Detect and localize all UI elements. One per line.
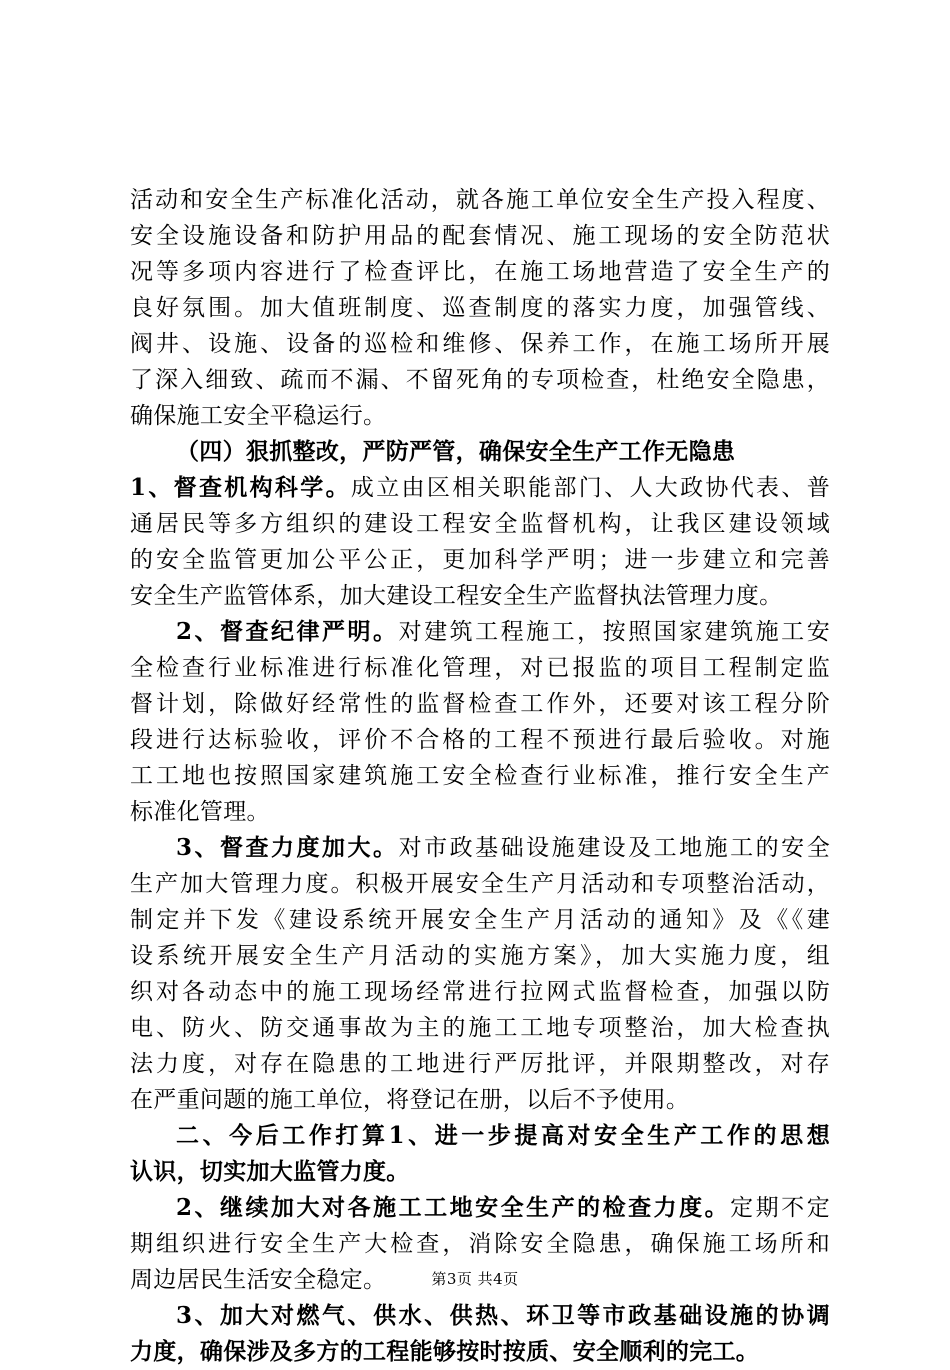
paragraph-line: 的安全监管更加公平公正，更加科学严明；进一步建立和完善 xyxy=(130,547,830,573)
section-heading-text: 二、今后工作打算1、进一步提高对安全生产工作的思想 xyxy=(176,1122,830,1149)
section-heading xyxy=(130,434,830,470)
paragraph-line: 生产加大管理力度。积极开展安全生产月活动和专项整治活动， xyxy=(130,871,830,897)
paragraph-line xyxy=(130,830,830,866)
item-heading: 1、督查机构科学。 xyxy=(130,474,351,501)
paragraph-line: 制定并下发《建设系统开展安全生产月活动的通知》及《《建 xyxy=(130,907,830,933)
page-footer xyxy=(0,1268,950,1289)
paragraph-text: 成立由区相关职能部门、人大政协代表、普 xyxy=(350,475,830,501)
item-heading: 力度，确保涉及多方的工程能够按时按质、安全顺利的完工。 xyxy=(130,1338,760,1365)
paragraph-line: 确保施工安全平稳运行。 xyxy=(130,403,387,429)
item-heading: 2、督查纪律严明。 xyxy=(176,618,399,645)
paragraph-line: 况等多项内容进行了检查评比，在施工场地营造了安全生产的 xyxy=(130,259,830,285)
paragraph-line: 安全设施设备和防护用品的配套情况、施工现场的安全防范状 xyxy=(130,223,830,249)
paragraph-text: 对市政基础设施建设及工地施工的安全 xyxy=(398,835,830,861)
paragraph-line: 在严重问题的施工单位，将登记在册，以后不予使用。 xyxy=(130,1087,690,1113)
paragraph-line: 期组织进行安全生产大检查，消除安全隐患，确保施工场所和 xyxy=(130,1231,830,1257)
document-body xyxy=(130,182,830,1370)
paragraph-line: 段进行达标验收，评价不合格的工程不预进行最后验收。对施 xyxy=(130,727,830,753)
paragraph-line xyxy=(130,1190,830,1226)
item-heading: 3、加大对燃气、供水、供热、环卫等市政基础设施的协调 xyxy=(176,1302,830,1329)
paragraph-line: 督计划，除做好经常性的监督检查工作外，还要对该工程分阶 xyxy=(130,691,830,717)
paragraph-line xyxy=(130,470,830,506)
paragraph-text: 定期不定 xyxy=(730,1195,830,1221)
paragraph-line xyxy=(130,1334,830,1370)
paragraph-line: 标准化管理。 xyxy=(130,799,270,825)
paragraph-line: 设系统开展安全生产月活动的实施方案》，加大实施力度，组 xyxy=(130,943,830,969)
paragraph-line: 安全生产监管体系，加大建设工程安全生产监督执法管理力度。 xyxy=(130,583,783,609)
paragraph-text: 对建筑工程施工，按照国家建筑施工安 xyxy=(398,619,830,645)
paragraph-line: 周边居民生活安全稳定。 xyxy=(130,1267,387,1293)
section-heading-text: 认识，切实加大监管力度。 xyxy=(130,1158,410,1185)
item-heading: 3、督查力度加大。 xyxy=(176,834,399,861)
page-number: 第3页 共4页 xyxy=(431,1270,519,1288)
paragraph-line: 织对各动态中的施工现场经常进行拉网式监督检查，加强以防 xyxy=(130,979,830,1005)
paragraph-line xyxy=(130,1154,830,1190)
item-heading: 2、继续加大对各施工工地安全生产的检查力度。 xyxy=(176,1194,731,1221)
section-heading-text: （四）狠抓整改，严防严管，确保安全生产工作无隐患 xyxy=(176,438,736,465)
paragraph-line: 了深入细致、疏而不漏、不留死角的专项检查，杜绝安全隐患， xyxy=(130,367,830,393)
paragraph-line xyxy=(130,1118,830,1154)
paragraph-line: 良好氛围。加大值班制度、巡查制度的落实力度，加强管线、 xyxy=(130,295,830,321)
paragraph-line: 电、防火、防交通事故为主的施工工地专项整治，加大检查执 xyxy=(130,1015,830,1041)
paragraph-line: 法力度，对存在隐患的工地进行严厉批评，并限期整改，对存 xyxy=(130,1051,830,1077)
paragraph-line: 活动和安全生产标准化活动，就各施工单位安全生产投入程度、 xyxy=(130,187,830,213)
paragraph-line: 阀井、设施、设备的巡检和维修、保养工作，在施工场所开展 xyxy=(130,331,830,357)
paragraph-line: 工工地也按照国家建筑施工安全检查行业标准，推行安全生产 xyxy=(130,763,830,789)
paragraph-line: 通居民等多方组织的建设工程安全监督机构，让我区建设领域 xyxy=(130,511,830,537)
paragraph-line xyxy=(130,614,830,650)
paragraph-line xyxy=(130,1298,830,1334)
paragraph-line: 全检查行业标准进行标准化管理，对已报监的项目工程制定监 xyxy=(130,655,830,681)
